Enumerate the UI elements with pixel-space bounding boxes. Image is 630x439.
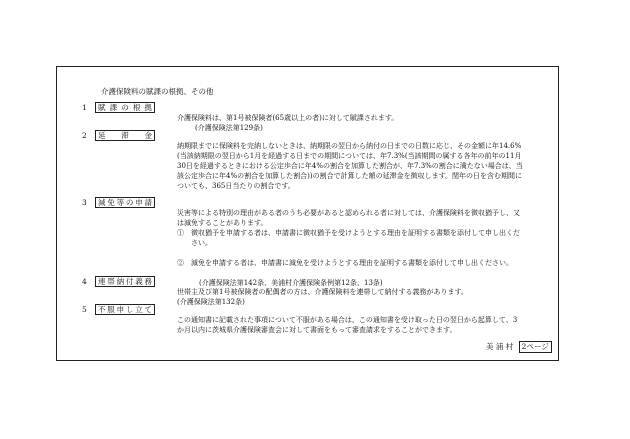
- section-body: [177, 131, 523, 191]
- section-number: 4: [82, 277, 87, 286]
- section-label: 不服申し立て: [95, 304, 155, 315]
- document-title: 介護保険料の賦課の根拠、その他: [101, 87, 214, 96]
- section-label: 減免等の申請: [95, 197, 155, 208]
- section-label: 延滞金: [95, 130, 155, 141]
- section-text: 納期限までに保険料を完納しないときは、納期限の翌日から納付の日までの日数に応じ、その金額に年14.6%(当該納期限の翌日から1月を経過する日までの期間については、年7.3%(当該期間の属する各年の前年の11月30日を経過するときにおける公定歩合に年4%の割合を加算した割合が、年7.3%の割合に満たない場合は、当該公定歩合に年4%の割合を加算した割合))の割合で計算した額の延滞金を徴収します。閏年の日を含む期間についても、365日当たりの割合です。: [177, 142, 523, 190]
- legal-reference: (介護保険法第129条): [195, 124, 263, 132]
- municipality-name: 美 浦 村: [486, 342, 514, 351]
- section-text: 災害等による特別の理由がある者のうち必要があると認められる者に対しては、介護保険料を徴収猶予し、又は減免することがあります。: [177, 209, 520, 227]
- section-number: 1: [82, 103, 87, 112]
- section-label: 賦課の根拠: [95, 102, 155, 113]
- section-text: 介護保険料は、第1号被保険者(65歳以上の者)に対して賦課されます。: [177, 114, 399, 122]
- section-label: 連帯納付義務: [95, 276, 155, 287]
- page-number: 2ページ: [519, 341, 552, 353]
- section-number: 5: [82, 305, 87, 314]
- legal-reference: (介護保険法第132条): [177, 298, 245, 306]
- section-body: [177, 305, 523, 335]
- page-footer: [486, 341, 552, 353]
- list-item: ② 減免を申請する者は、申請書に減免を受けようとする理由を証明する書類を添付して申し出ください。: [177, 259, 513, 267]
- section-text: 世帯主及び第1号被保険者の配偶者の方は、介護保険料を連帯して納付する義務があります。: [177, 288, 468, 296]
- section-text: この通知書に記載された事項について不服がある場合は、この通知書を受け取った日の翌日から起算して、3か月以内に茨城県介護保険審査会に対して書面をもって審査請求をすることができます。: [177, 316, 518, 334]
- section-number: 2: [82, 131, 87, 140]
- section-number: 3: [82, 198, 87, 207]
- list-item: ① 徴収猶予を申請する者は、申請書に徴収猶予を受けようとする理由を証明する書類を添付して申し出ください。: [177, 229, 520, 247]
- legal-reference: (介護保険法第142条、美浦村介護保険条例第12条、13条): [199, 279, 383, 287]
